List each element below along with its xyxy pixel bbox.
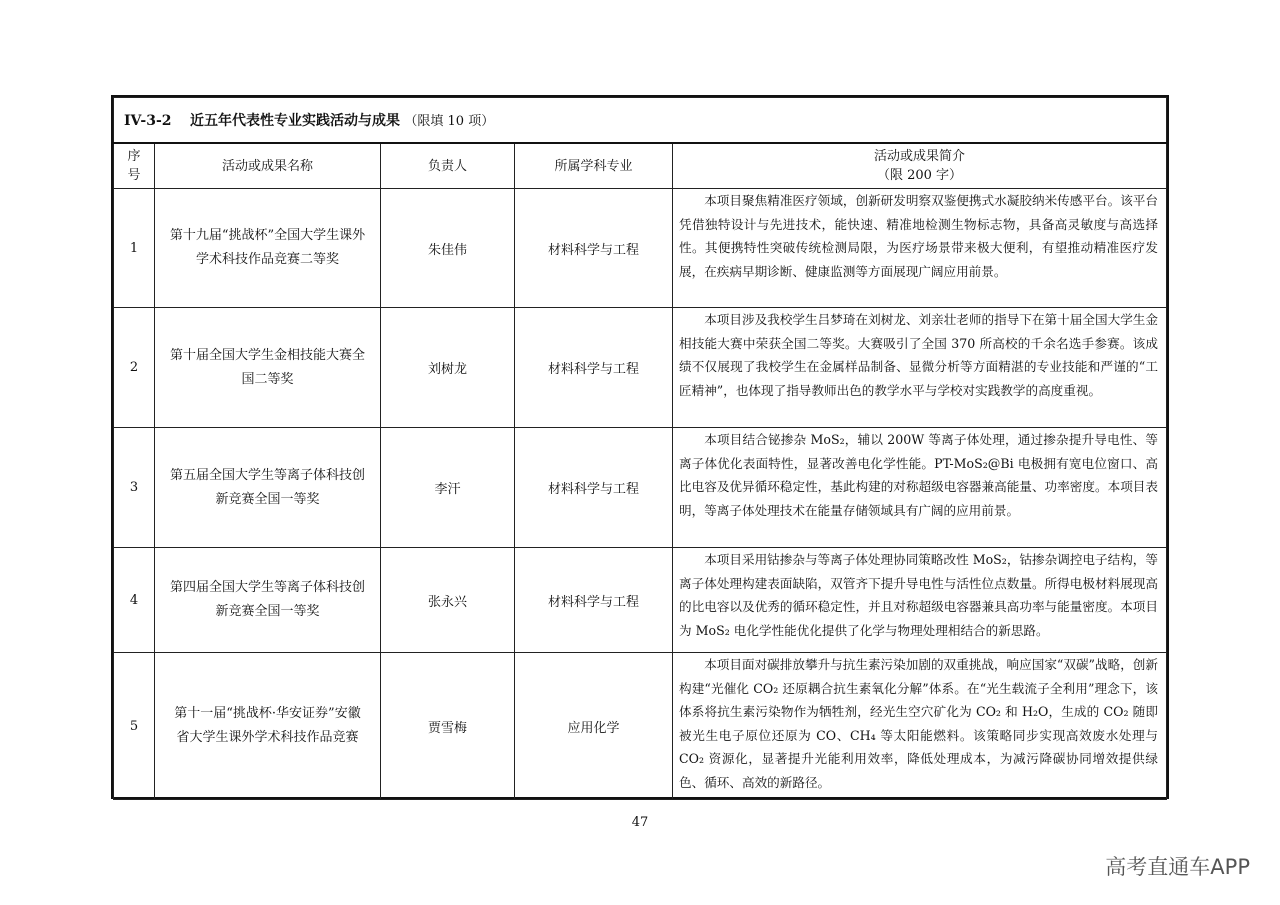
header-desc-limit: （限 200 字） — [876, 168, 963, 183]
header-desc — [673, 143, 1167, 189]
person-in-charge: 朱佳伟 — [381, 189, 515, 308]
person-in-charge: 张永兴 — [381, 548, 515, 653]
activity-name: 第四届全国大学生等离子体科技创新竞赛全国一等奖 — [155, 548, 381, 653]
source-watermark: 高考直通车APP — [1105, 855, 1250, 879]
table-row — [114, 189, 1167, 308]
header-lead: 负责人 — [381, 143, 515, 189]
practice-achievements-table — [113, 97, 1167, 800]
table-row — [114, 308, 1167, 428]
activity-name: 第十一届“挑战杯·华安证券”安徽省大学生课外学术科技作品竞赛 — [155, 653, 381, 800]
section-title-cell — [114, 98, 1167, 144]
discipline-major: 材料科学与工程 — [515, 189, 673, 308]
discipline-major: 材料科学与工程 — [515, 308, 673, 428]
activity-name: 第十届全国大学生金相技能大赛全国二等奖 — [155, 308, 381, 428]
header-major: 所属学科专业 — [515, 143, 673, 189]
table-row — [114, 653, 1167, 800]
activity-description: 本项目涉及我校学生吕梦琦在刘树龙、刘亲壮老师的指导下在第十届全国大学生金相技能大赛中荣获全国二等奖。大赛吸引了全国 370 所高校的千余名选手参赛。该成绩不仅展现了我校学生在金属样品制备、显微分析等方面精湛的专业技能和严谨的“工匠精神”，也体现了指导教师出色的教学水平与学校对实践教学的高度重视。 — [673, 308, 1167, 428]
activity-description: 本项目面对碳排放攀升与抗生素污染加剧的双重挑战，响应国家“双碳”战略，创新构建“光催化 CO₂ 还原耦合抗生素氧化分解”体系。在“光生载流子全利用”理念下，该体系将抗生素污染物作为牺牲剂，经光生空穴矿化为 CO₂ 和 H₂O，生成的 CO₂ 随即被光生电子原位还原为 CO、CH₄ 等太阳能燃料。该策略同步实现高效废水处理与 CO₂ 资源化，显著提升光能利用效率，降低处理成本，为减污降碳协同增效提供绿色、循环、高效的新路径。 — [673, 653, 1167, 800]
header-name: 活动或成果名称 — [155, 143, 381, 189]
table-row — [114, 548, 1167, 653]
header-no: 序号 — [114, 143, 155, 189]
row-number: 3 — [114, 428, 155, 548]
activity-description: 本项目结合铋掺杂 MoS₂，辅以 200W 等离子体处理，通过掺杂提升导电性、等离子体优化表面特性，显著改善电化学性能。PT-MoS₂@Bi 电极拥有宽电位窗口、高比电容及优异循环稳定性，基此构建的对称超级电容器兼高能量、功率密度。本项目表明，等离子体处理技术在能量存储领域具有广阔的应用前景。 — [673, 428, 1167, 548]
table-row — [114, 428, 1167, 548]
header-desc-label: 活动或成果简介 — [873, 149, 965, 164]
table-header-row — [114, 143, 1167, 189]
activity-description: 本项目采用钴掺杂与等离子体处理协同策略改性 MoS₂，钴掺杂调控电子结构，等离子体处理构建表面缺陷，双管齐下提升导电性与活性位点数量。所得电极材料展现高的比电容以及优秀的循环稳定性，并且对称超级电容器兼具高功率与能量密度。本项目为 MoS₂ 电化学性能优化提供了化学与物理处理相结合的新思路。 — [673, 548, 1167, 653]
discipline-major: 应用化学 — [515, 653, 673, 800]
section-title: 近五年代表性专业实践活动与成果 — [189, 113, 400, 129]
person-in-charge: 贾雪梅 — [381, 653, 515, 800]
section-code: IV-3-2 — [124, 113, 172, 129]
row-number: 1 — [114, 189, 155, 308]
activity-name: 第十九届“挑战杯”全国大学生课外学术科技作品竞赛二等奖 — [155, 189, 381, 308]
page-number: 47 — [631, 815, 649, 830]
row-number: 5 — [114, 653, 155, 800]
row-number: 2 — [114, 308, 155, 428]
practice-achievements-table-frame — [111, 95, 1169, 799]
section-limit: （限填 10 项） — [404, 114, 495, 129]
row-number: 4 — [114, 548, 155, 653]
person-in-charge: 李汗 — [381, 428, 515, 548]
person-in-charge: 刘树龙 — [381, 308, 515, 428]
discipline-major: 材料科学与工程 — [515, 548, 673, 653]
activity-name: 第五届全国大学生等离子体科技创新竞赛全国一等奖 — [155, 428, 381, 548]
section-title-row — [114, 98, 1167, 144]
activity-description: 本项目聚焦精准医疗领域，创新研发明察双鉴便携式水凝胶纳米传感平台。该平台凭借独特设计与先进技术，能快速、精准地检测生物标志物，具备高灵敏度与高选择性。其便携特性突破传统检测局限，为医疗场景带来极大便利，有望推动精准医疗发展，在疾病早期诊断、健康监测等方面展现广阔应用前景。 — [673, 189, 1167, 308]
discipline-major: 材料科学与工程 — [515, 428, 673, 548]
